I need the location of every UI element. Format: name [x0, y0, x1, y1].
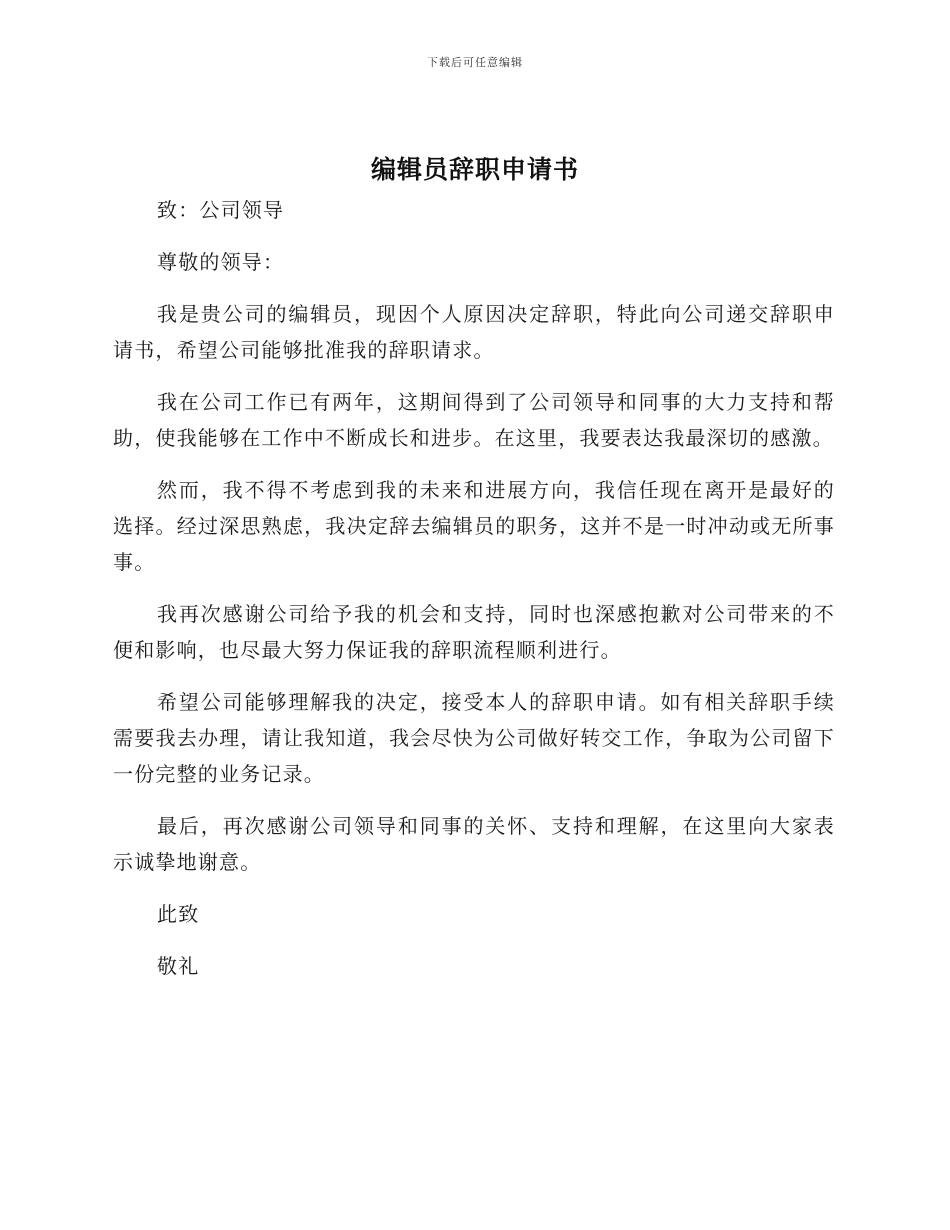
paragraph: 我再次感谢公司给予我的机会和支持，同时也深感抱歉对公司带来的不便和影响，也尽最大努力保证我的辞职流程顺利进行。	[113, 602, 835, 662]
page-title: 编辑员辞职申请书	[370, 155, 579, 184]
paragraph: 最后，再次感谢公司领导和同事的关怀、支持和理解，在这里向大家表示诚挚地谢意。	[113, 814, 835, 874]
salutation-recipient: 致：公司领导	[157, 198, 285, 222]
closing-regards: 敬礼	[157, 954, 200, 978]
closing-line: 此致	[157, 902, 200, 926]
salutation-greeting: 尊敬的领导：	[157, 250, 285, 274]
letter-body	[113, 192, 835, 1000]
paragraph: 希望公司能够理解我的决定，接受本人的辞职申请。如有相关辞职手续需要我去办理，请让我知道，我会尽快为公司做好转交工作，争取为公司留下一份完整的业务记录。	[113, 690, 835, 786]
header-note: 下载后可任意编辑	[427, 56, 523, 69]
paragraph: 我在公司工作已有两年，这期间得到了公司领导和同事的大力支持和帮助，使我能够在工作中不断成长和进步。在这里，我要表达我最深切的感激。	[113, 390, 835, 450]
paragraph: 我是贵公司的编辑员，现因个人原因决定辞职，特此向公司递交辞职申请书，希望公司能够批准我的辞职请求。	[113, 302, 835, 362]
paragraph: 然而，我不得不考虑到我的未来和进展方向，我信任现在离开是最好的选择。经过深思熟虑，我决定辞去编辑员的职务，这并不是一时冲动或无所事事。	[113, 478, 835, 574]
